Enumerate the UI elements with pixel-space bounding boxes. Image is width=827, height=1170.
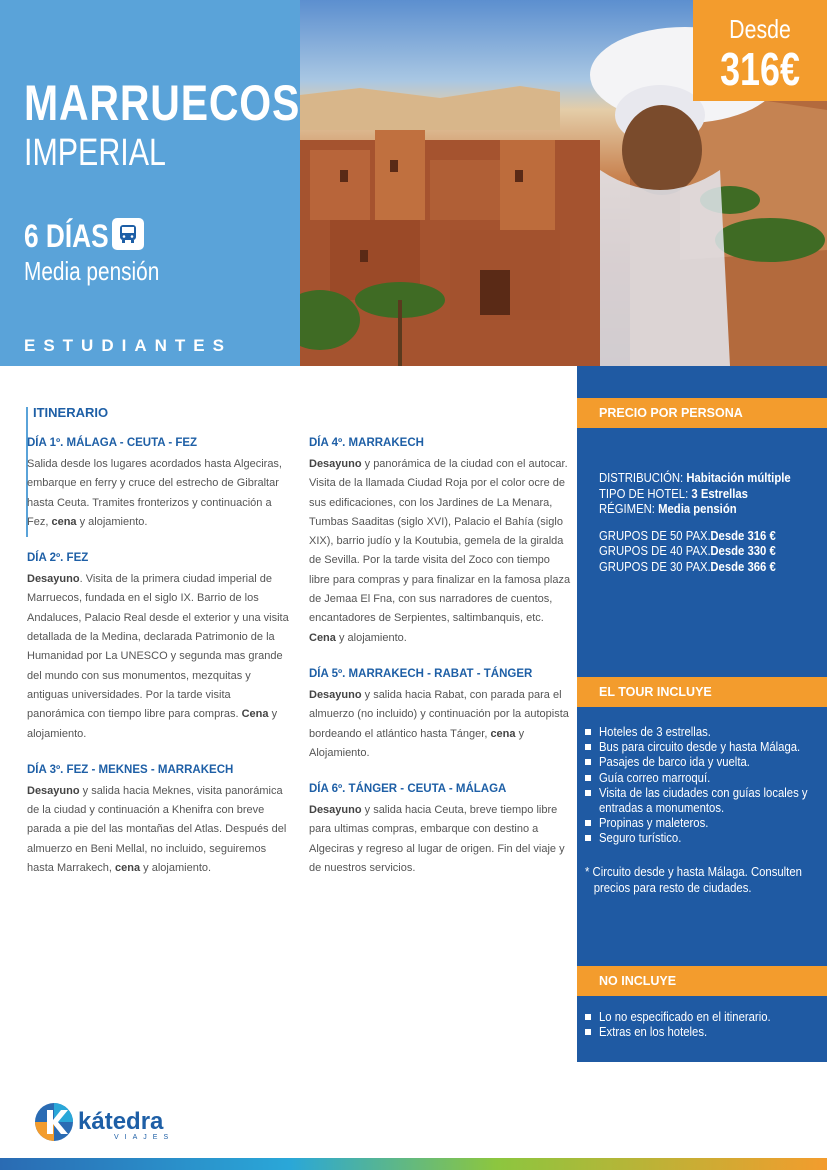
tour-subtitle: IMPERIAL — [24, 132, 166, 174]
excludes-list — [577, 1009, 827, 1039]
regime-line: RÉGIMEN: Media pensión — [599, 501, 737, 516]
distribution-line: DISTRIBUCIÓN: Habitación múltiple — [599, 470, 791, 485]
day-title: DÍA 5º. MARRAKECH - RABAT - TÁNGER — [309, 667, 533, 680]
includes-list — [577, 724, 827, 846]
day-description: Salida desde los lugares acordados hasta Algeciras, embarque en ferry y cruce del estrecho de Gibraltar hasta Ceuta. Tramites fronterizos y continuación a Fez, cena y alojamiento. — [27, 458, 282, 528]
day-description: Desayuno y salida hacia Ceuta, breve tiempo libre para ultimas compras, embarque con destino a Algeciras y regreso al lugar de origen. Fin del viaje y de nuestros servicios. — [309, 804, 565, 875]
list-item: Hoteles de 3 estrellas. — [577, 724, 827, 739]
bus-icon — [112, 218, 144, 250]
itinerary-day — [27, 764, 289, 878]
itinerary-title: ITINERARIO — [33, 405, 109, 420]
day-title: DÍA 2º. FEZ — [27, 552, 89, 565]
logo-subtitle: VIAJES — [114, 1134, 175, 1141]
list-item: Pasajes de barco ida y vuelta. — [577, 754, 827, 769]
price-tag — [693, 0, 827, 101]
footer-color-bar — [0, 1158, 827, 1170]
itinerary-column-left — [27, 437, 289, 898]
pricing-details — [577, 470, 827, 574]
includes-note — [577, 864, 827, 895]
list-item-continuation: entradas a monumentos. — [599, 800, 725, 816]
itinerary-column-right — [309, 437, 571, 898]
tour-title: MARRUECOS — [24, 75, 301, 131]
itinerary-day — [309, 783, 571, 878]
list-item: Extras en los hoteles. — [577, 1024, 827, 1039]
price-value: 316€ — [720, 43, 800, 95]
hero-title-panel — [0, 0, 300, 366]
note-line: * Circuito desde y hasta Málaga. Consulten — [585, 864, 802, 879]
group-price-row: GRUPOS DE 30 PAX.Desde 366 € — [599, 558, 776, 574]
logo-wordmark: kátedra — [78, 1108, 164, 1135]
group-price-row: GRUPOS DE 50 PAX.Desde 316 € — [599, 527, 776, 543]
list-item: Propinas y maleteros. — [577, 815, 827, 830]
pricing-header: PRECIO POR PERSONA — [577, 398, 827, 428]
day-description: Desayuno. Visita de la primera ciudad imperial de Marruecos, fundada en el siglo IX. Barrio de los Andaluces, Palacio Real desde el exterior y una visita detallada de la Medina, declarada Patrimonio de la Humanidad por La UNESCO y segunda mas grande del mundo con sus monumentos, mezquitas y antiguas universidades. Por la tarde visita panorámica con tiempo libre para compras. Cena y alojamiento. — [27, 573, 289, 740]
price-from-label: Desde — [729, 14, 791, 44]
itinerary-day — [309, 437, 571, 648]
day-title: DÍA 6º. TÁNGER - CEUTA - MÁLAGA — [309, 783, 507, 796]
day-title: DÍA 4º. MARRAKECH — [309, 437, 424, 449]
includes-header: EL TOUR INCLUYE — [577, 677, 827, 707]
itinerary-day — [27, 552, 289, 744]
itinerary-day — [309, 668, 571, 763]
day-description: Desayuno y salida hacia Rabat, con parada para el almuerzo (no incluido) y continuación por la autopista bordeando el atlántico hasta Tánger, cena y Alojamiento. — [309, 688, 569, 759]
katedra-k-mark-icon — [34, 1100, 78, 1144]
audience-label: ESTUDIANTES — [24, 336, 232, 355]
katedra-logo — [34, 1100, 184, 1146]
day-description: Desayuno y panorámica de la ciudad con el autocar. Visita de la llamada Ciudad Roja por el color ocre de sus edificaciones, con los Jardines de La Menara, Tumbas Saaditas (siglo XVI), Palacio el Bahía (siglo XIX), barrio judío y la Koutubia, gemela de la giralda de Sevilla. Por la tarde visita del Zoco con tiempo libre para compras y para finalizar en la famosa plaza de Jemaa El Fna, con sus narradores de cuentos, encantadores de Serpientes, saltimbanquis, etc. Cena y alojamiento. — [309, 458, 571, 644]
list-item: Bus para circuito desde y hasta Málaga. — [577, 739, 827, 754]
hotel-type-line: TIPO DE HOTEL: 3 Estrellas — [599, 485, 748, 501]
list-item: Visita de las ciudades con guías locales y — [577, 785, 827, 800]
day-title: DÍA 1º. MÁLAGA - CEUTA - FEZ — [27, 437, 198, 449]
tour-regime: Media pensión — [24, 256, 160, 286]
day-title: DÍA 3º. FEZ - MEKNES - MARRAKECH — [27, 763, 234, 776]
tour-duration: 6 DÍAS — [24, 218, 109, 254]
itinerary-day — [27, 437, 289, 532]
list-item: Lo no especificado en el itinerario. — [577, 1009, 827, 1024]
list-item: Seguro turístico. — [577, 830, 827, 845]
note-line: precios para resto de ciudades. — [593, 879, 752, 895]
list-item: Guía correo marroquí. — [577, 770, 827, 785]
group-price-row: GRUPOS DE 40 PAX.Desde 330 € — [599, 543, 776, 558]
excludes-header: NO INCLUYE — [577, 966, 827, 996]
day-description: Desayuno y salida hacia Meknes, visita panorámica de la ciudad y continuación a Khenifra con breve parada a pie del las montañas del Atlas. Después del almuerzo en Beni Mellal, no incluido, seguiremos hasta Marrakech, cena y alojamiento. — [27, 784, 287, 875]
